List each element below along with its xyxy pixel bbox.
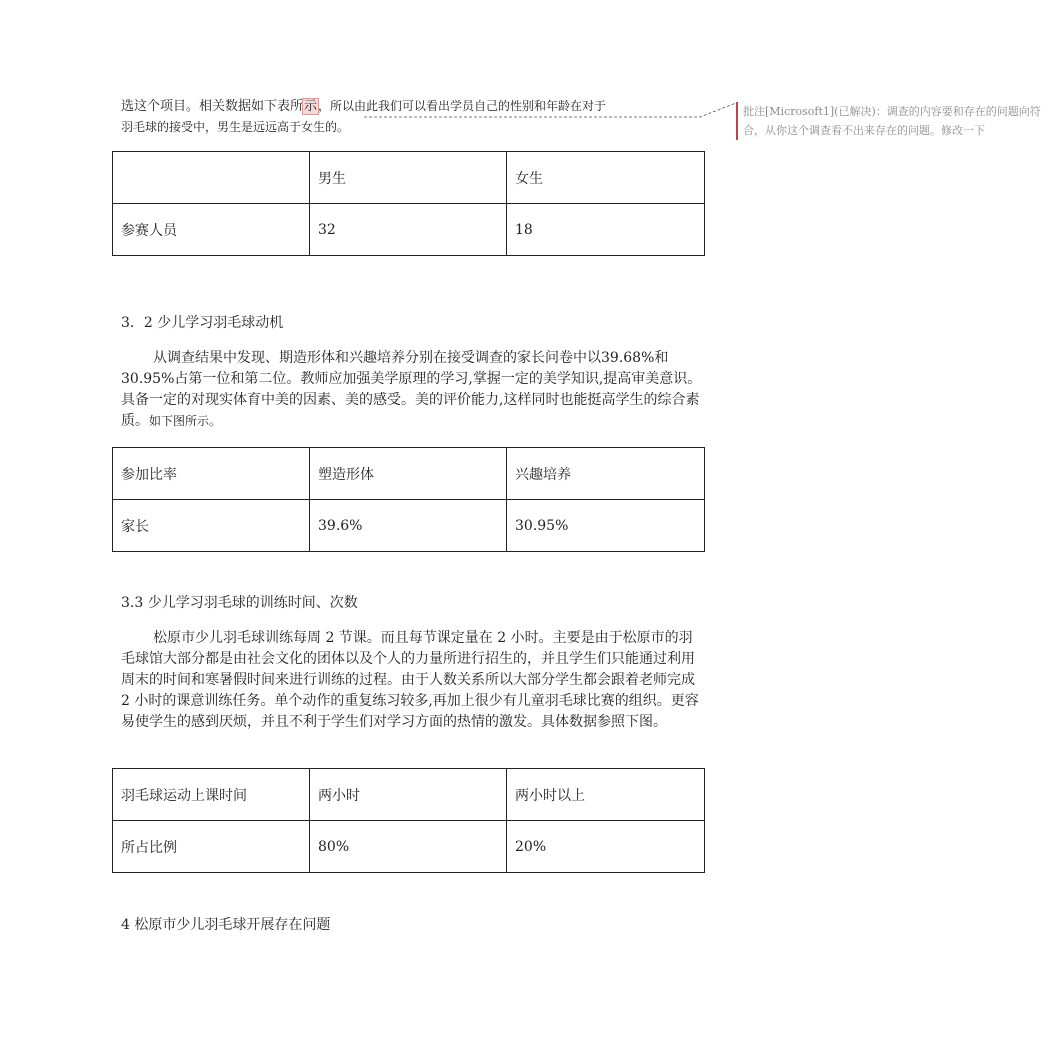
table-cell: 家长 — [113, 500, 310, 552]
comment-anchor-highlight[interactable]: 示 — [304, 99, 318, 114]
table-gender-participants — [112, 151, 705, 256]
table-cell: 兴趣培养 — [507, 448, 705, 500]
table-cell — [113, 152, 310, 204]
table-cell: 女生 — [507, 152, 705, 204]
table-row — [113, 152, 705, 204]
table-cell: 80% — [310, 821, 507, 873]
review-comment-balloon[interactable] — [736, 102, 1048, 140]
table-cell: 参加比率 — [113, 448, 310, 500]
table-row — [113, 500, 705, 552]
section-3-3-paragraph: 松原市少儿羽毛球训练每周 2 节课。而且每节课定量在 2 小时。主要是由于松原市的羽毛球馆大部分都是由社会文化的团体以及个人的力量所进行招生的，并且学生们只能通过利用周末的时间和寒暑假时间来进行训练的过程。由于人数关系所以大部分学生都会跟着老师完成 2 小时的课意训练任务。单个动作的重复练习较多,再加上很少有儿童羽毛球比赛的组织。更容易使学生的感到厌烦，并且不利于学生们对学习方面的热情的激发。具体数据参照下图。 — [121, 630, 699, 730]
table-row — [113, 204, 705, 256]
table-cell: 塑造形体 — [310, 448, 507, 500]
comment-text: 调查的内容要和存在的问题向符合，从你这个调查看不出来存在的问题。修改一下 — [743, 105, 1041, 137]
section-3-2-paragraph — [121, 348, 703, 432]
comment-author: 批注[Microsoft1](已解决)： — [743, 105, 887, 118]
table-row — [113, 448, 705, 500]
intro-text-before: 选这个项目。相关数据如下表所 — [121, 99, 304, 114]
table-cell: 39.6% — [310, 500, 507, 552]
table-cell: 羽毛球运动上课时间 — [113, 769, 310, 821]
table-row — [113, 769, 705, 821]
table-cell: 30.95% — [507, 500, 705, 552]
section-3-2-text: 从调查结果中发现、期造形体和兴趣培养分别在接受调查的家长问卷中以39.68%和 30.95%占第一位和第二位。教师应加强美学原理的学习,掌握一定的美学知识,提高审美意识。具备一定的对现实体育中美的因素、美的感受。美的评价能力,这样同时也能挺高学生的综合素质。 — [121, 350, 702, 429]
intro-text-line2: 羽毛球的接受中，男生是远远高于女生的。 — [121, 120, 350, 134]
section-heading-3-2: 3．2 少儿学习羽毛球动机 — [121, 315, 284, 331]
table-row — [113, 821, 705, 873]
table-cell: 两小时 — [310, 769, 507, 821]
table-cell: 参赛人员 — [113, 204, 310, 256]
table-cell: 男生 — [310, 152, 507, 204]
section-heading-4: 4 松原市少儿羽毛球开展存在问题 — [121, 917, 331, 933]
table-cell: 32 — [310, 204, 507, 256]
table-cell: 18 — [507, 204, 705, 256]
section-3-2-text-tail: 如下图所示。 — [149, 414, 222, 428]
section-heading-3-3: 3.3 少儿学习羽毛球的训练时间、次数 — [121, 595, 358, 611]
table-training-time — [112, 768, 705, 873]
intro-text-after: ，所以由此我们可以看出学员自己的性别和年龄在对于 — [318, 99, 607, 113]
table-cell: 所占比例 — [113, 821, 310, 873]
table-motivation — [112, 447, 705, 552]
table-cell: 20% — [507, 821, 705, 873]
table-cell: 两小时以上 — [507, 769, 705, 821]
